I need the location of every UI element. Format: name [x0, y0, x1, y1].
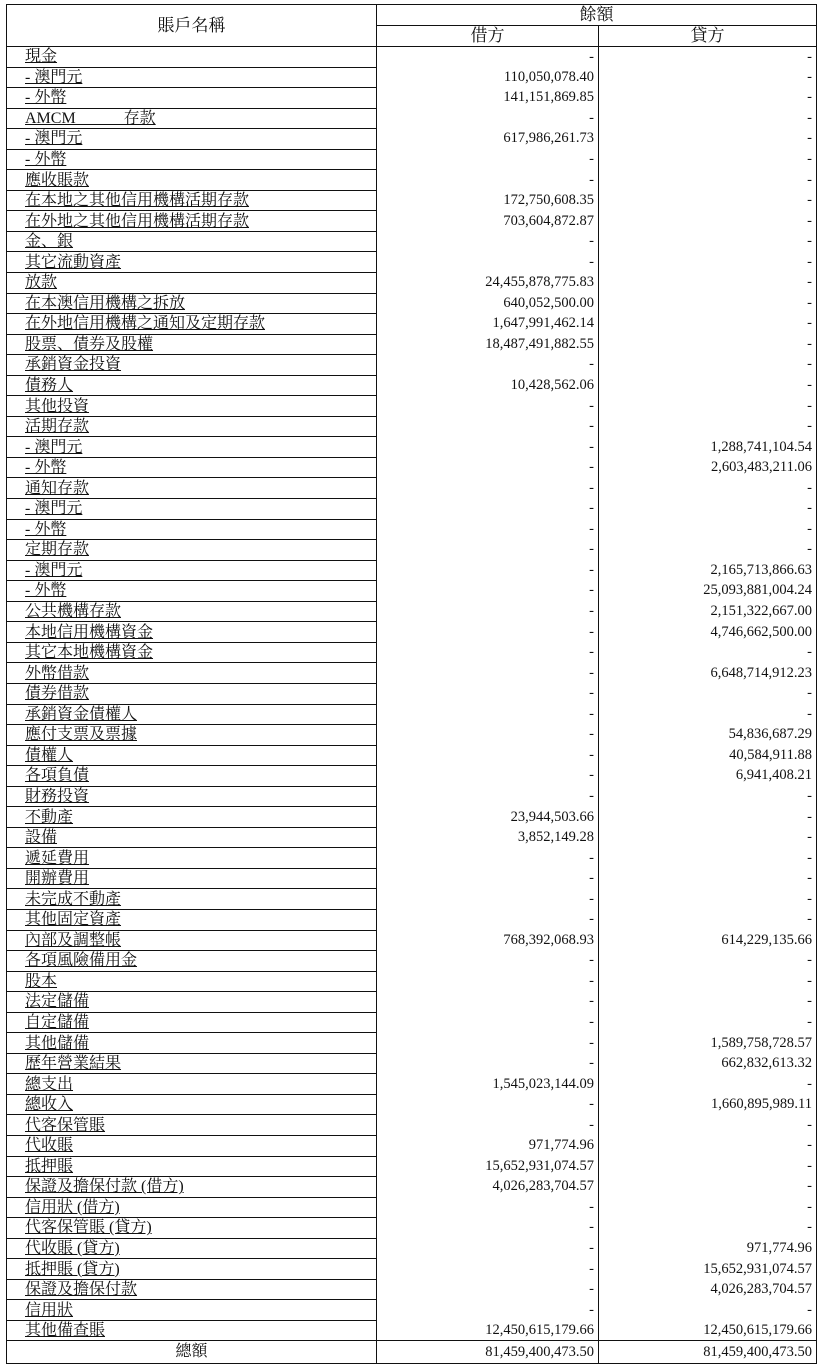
credit-cell: - [599, 396, 817, 417]
account-name-cell: 公共機構存款 [7, 601, 377, 622]
table-header [7, 5, 817, 47]
account-name-cell: - 外幣 [7, 149, 377, 170]
table-row [7, 683, 817, 704]
table-row [7, 314, 817, 335]
debit-cell: - [377, 1012, 599, 1033]
credit-cell: 1,288,741,104.54 [599, 437, 817, 458]
credit-cell: - [599, 992, 817, 1013]
account-name-cell: 現金 [7, 47, 377, 68]
account-name-cell: - 澳門元 [7, 499, 377, 520]
debit-cell: - [377, 704, 599, 725]
credit-cell: - [599, 1135, 817, 1156]
debit-cell: 10,428,562.06 [377, 375, 599, 396]
credit-cell: 6,648,714,912.23 [599, 663, 817, 684]
table-row [7, 725, 817, 746]
account-name-cell: 其他備查賬 [7, 1320, 377, 1341]
table-row [7, 519, 817, 540]
credit-cell: 40,584,911.88 [599, 745, 817, 766]
table-row [7, 889, 817, 910]
account-name-cell: 未完成不動產 [7, 889, 377, 910]
debit-cell: - [377, 971, 599, 992]
credit-cell: 2,603,483,211.06 [599, 457, 817, 478]
account-name-cell: 不動產 [7, 807, 377, 828]
credit-cell: - [599, 88, 817, 109]
account-name-cell: 內部及調整帳 [7, 930, 377, 951]
account-name-cell: 自定儲備 [7, 1012, 377, 1033]
credit-cell: - [599, 868, 817, 889]
table-row [7, 642, 817, 663]
account-name-cell: 總支出 [7, 1074, 377, 1095]
account-name-cell: 其他固定資產 [7, 909, 377, 930]
account-name-cell: 抵押賬 (貸方) [7, 1259, 377, 1280]
debit-cell: - [377, 47, 599, 68]
debit-header: 借方 [377, 26, 599, 47]
debit-cell: - [377, 231, 599, 252]
table-row [7, 478, 817, 499]
debit-cell: - [377, 992, 599, 1013]
debit-cell: - [377, 478, 599, 499]
debit-cell: 4,026,283,704.57 [377, 1177, 599, 1198]
account-name-cell: 信用狀 [7, 1300, 377, 1321]
account-name-cell: 承銷資金投資 [7, 355, 377, 376]
debit-cell: - [377, 1279, 599, 1300]
credit-cell: - [599, 519, 817, 540]
debit-cell: 971,774.96 [377, 1135, 599, 1156]
table-row [7, 1238, 817, 1259]
table-row [7, 1074, 817, 1095]
debit-cell: - [377, 786, 599, 807]
credit-cell: - [599, 67, 817, 88]
debit-cell: 110,050,078.40 [377, 67, 599, 88]
debit-cell: - [377, 766, 599, 787]
credit-cell: - [599, 190, 817, 211]
debit-cell: - [377, 622, 599, 643]
table-row [7, 1218, 817, 1239]
account-name-cell: 抵押賬 [7, 1156, 377, 1177]
account-name-cell: 放款 [7, 273, 377, 294]
table-row [7, 231, 817, 252]
credit-cell: 4,026,283,704.57 [599, 1279, 817, 1300]
total-row [7, 1341, 817, 1364]
credit-cell: 6,941,408.21 [599, 766, 817, 787]
credit-cell: 25,093,881,004.24 [599, 581, 817, 602]
credit-cell: 2,151,322,667.00 [599, 601, 817, 622]
table-row [7, 1033, 817, 1054]
table-row [7, 375, 817, 396]
table-row [7, 540, 817, 561]
account-name-cell: 其它本地機構資金 [7, 642, 377, 663]
table-row [7, 1197, 817, 1218]
account-name-cell: 本地信用機構資金 [7, 622, 377, 643]
account-name-cell: 信用狀 (借方) [7, 1197, 377, 1218]
account-name-cell: 通知存款 [7, 478, 377, 499]
credit-cell: - [599, 273, 817, 294]
credit-cell: - [599, 951, 817, 972]
balance-header: 餘額 [377, 5, 817, 26]
table-row [7, 273, 817, 294]
debit-cell: 1,647,991,462.14 [377, 314, 599, 335]
table-row [7, 457, 817, 478]
credit-cell: - [599, 149, 817, 170]
table-row [7, 930, 817, 951]
credit-cell: - [599, 1156, 817, 1177]
account-name-cell: 法定儲備 [7, 992, 377, 1013]
debit-cell: - [377, 909, 599, 930]
debit-cell: - [377, 868, 599, 889]
debit-cell: 172,750,608.35 [377, 190, 599, 211]
account-name-cell: 其它流動資產 [7, 252, 377, 273]
debit-cell: 640,052,500.00 [377, 293, 599, 314]
account-name-cell: 外幣借款 [7, 663, 377, 684]
debit-cell: 768,392,068.93 [377, 930, 599, 951]
table-row [7, 848, 817, 869]
credit-cell: - [599, 211, 817, 232]
table-row [7, 1115, 817, 1136]
account-name-cell: 代收賬 [7, 1135, 377, 1156]
credit-cell: - [599, 293, 817, 314]
debit-cell: - [377, 396, 599, 417]
debit-cell: 3,852,149.28 [377, 827, 599, 848]
table-row [7, 992, 817, 1013]
credit-header: 貸方 [599, 26, 817, 47]
credit-cell: - [599, 231, 817, 252]
account-name-cell: 設備 [7, 827, 377, 848]
table-row [7, 1279, 817, 1300]
credit-cell: - [599, 1197, 817, 1218]
account-name-cell: 應收賬款 [7, 170, 377, 191]
debit-cell: - [377, 416, 599, 437]
account-name-cell: - 外幣 [7, 457, 377, 478]
debit-cell: - [377, 170, 599, 191]
table-row [7, 807, 817, 828]
table-row [7, 786, 817, 807]
table-row [7, 416, 817, 437]
account-name-cell: 債務人 [7, 375, 377, 396]
debit-cell: - [377, 355, 599, 376]
table-row [7, 437, 817, 458]
credit-cell: - [599, 786, 817, 807]
debit-cell: - [377, 252, 599, 273]
debit-cell: - [377, 108, 599, 129]
account-name-cell: 代收賬 (貸方) [7, 1238, 377, 1259]
account-name-cell: 在外地信用機構之通知及定期存款 [7, 314, 377, 335]
credit-cell: - [599, 889, 817, 910]
table-row [7, 1300, 817, 1321]
table-row [7, 766, 817, 787]
credit-cell: - [599, 909, 817, 930]
debit-cell: - [377, 1300, 599, 1321]
account-name-cell: - 外幣 [7, 519, 377, 540]
account-name-cell: 應付支票及票據 [7, 725, 377, 746]
table-row [7, 355, 817, 376]
debit-cell: - [377, 1053, 599, 1074]
credit-cell: - [599, 375, 817, 396]
table-row [7, 581, 817, 602]
credit-cell: - [599, 478, 817, 499]
debit-cell: 15,652,931,074.57 [377, 1156, 599, 1177]
table-row [7, 396, 817, 417]
account-name-cell: 開辦費用 [7, 868, 377, 889]
credit-cell: - [599, 1012, 817, 1033]
table-row [7, 827, 817, 848]
total-credit: 81,459,400,473.50 [599, 1341, 817, 1364]
credit-cell: - [599, 334, 817, 355]
credit-cell: - [599, 129, 817, 150]
credit-cell: - [599, 848, 817, 869]
credit-cell: - [599, 499, 817, 520]
table-row [7, 868, 817, 889]
account-name-cell: 在本澳信用機構之拆放 [7, 293, 377, 314]
debit-cell: - [377, 581, 599, 602]
credit-cell: 1,589,758,728.57 [599, 1033, 817, 1054]
debit-cell: - [377, 1094, 599, 1115]
debit-cell: 23,944,503.66 [377, 807, 599, 828]
table-row [7, 108, 817, 129]
credit-cell: - [599, 416, 817, 437]
account-name-cell: 股票、債券及股權 [7, 334, 377, 355]
account-name-cell: 遞延費用 [7, 848, 377, 869]
credit-cell: 971,774.96 [599, 1238, 817, 1259]
account-name-cell: - 澳門元 [7, 560, 377, 581]
debit-cell: - [377, 560, 599, 581]
account-name-cell: - 澳門元 [7, 67, 377, 88]
balance-table [6, 4, 817, 1364]
debit-cell: - [377, 889, 599, 910]
debit-cell: 24,455,878,775.83 [377, 273, 599, 294]
table-row [7, 88, 817, 109]
credit-cell: - [599, 971, 817, 992]
trial-balance-sheet [6, 4, 816, 1364]
credit-cell: - [599, 807, 817, 828]
table-row [7, 1156, 817, 1177]
table-row [7, 67, 817, 88]
table-row [7, 1177, 817, 1198]
account-name-cell: - 外幣 [7, 88, 377, 109]
account-name-cell: 總收入 [7, 1094, 377, 1115]
table-row [7, 149, 817, 170]
credit-cell: - [599, 252, 817, 273]
account-name-cell: 債權人 [7, 745, 377, 766]
account-name-cell: 金、銀 [7, 231, 377, 252]
account-name-cell: 在外地之其他信用機構活期存款 [7, 211, 377, 232]
account-name-cell: - 澳門元 [7, 129, 377, 150]
credit-cell: 2,165,713,866.63 [599, 560, 817, 581]
debit-cell: - [377, 540, 599, 561]
table-row [7, 190, 817, 211]
credit-cell: 15,652,931,074.57 [599, 1259, 817, 1280]
credit-cell: - [599, 704, 817, 725]
account-name-cell: 各項負債 [7, 766, 377, 787]
table-row [7, 129, 817, 150]
credit-cell: - [599, 108, 817, 129]
debit-cell: - [377, 601, 599, 622]
credit-cell: 662,832,613.32 [599, 1053, 817, 1074]
debit-cell: 141,151,869.85 [377, 88, 599, 109]
table-row [7, 334, 817, 355]
account-name-cell: 保證及擔保付款 [7, 1279, 377, 1300]
table-row [7, 499, 817, 520]
table-row [7, 1135, 817, 1156]
table-row [7, 252, 817, 273]
table-row [7, 622, 817, 643]
credit-cell: - [599, 642, 817, 663]
account-name-cell: 承銷資金債權人 [7, 704, 377, 725]
account-name-cell: 代客保管賬 [7, 1115, 377, 1136]
debit-cell: - [377, 683, 599, 704]
table-row [7, 1259, 817, 1280]
debit-cell: - [377, 745, 599, 766]
table-body [7, 47, 817, 1341]
debit-cell: 703,604,872.87 [377, 211, 599, 232]
credit-cell: - [599, 540, 817, 561]
account-name-cell: 活期存款 [7, 416, 377, 437]
table-row [7, 909, 817, 930]
account-name-cell: 財務投資 [7, 786, 377, 807]
account-name-cell: 代客保管賬 (貸方) [7, 1218, 377, 1239]
credit-cell: - [599, 1177, 817, 1198]
credit-cell: - [599, 683, 817, 704]
table-row [7, 663, 817, 684]
debit-cell: - [377, 457, 599, 478]
debit-cell: - [377, 951, 599, 972]
debit-cell: - [377, 519, 599, 540]
credit-cell: 4,746,662,500.00 [599, 622, 817, 643]
debit-cell: - [377, 1218, 599, 1239]
table-row [7, 745, 817, 766]
account-name-cell: 債券借款 [7, 683, 377, 704]
credit-cell: - [599, 1115, 817, 1136]
account-name-cell: 其他儲備 [7, 1033, 377, 1054]
account-name-header: 賬戶名稱 [7, 5, 377, 47]
credit-cell: 1,660,895,989.11 [599, 1094, 817, 1115]
credit-cell: - [599, 170, 817, 191]
debit-cell: - [377, 149, 599, 170]
debit-cell: - [377, 725, 599, 746]
total-label: 總額 [7, 1341, 377, 1364]
table-row [7, 951, 817, 972]
credit-cell: 614,229,135.66 [599, 930, 817, 951]
table-row [7, 1012, 817, 1033]
account-name-cell: - 澳門元 [7, 437, 377, 458]
table-row [7, 1320, 817, 1341]
credit-cell: - [599, 47, 817, 68]
debit-cell: 18,487,491,882.55 [377, 334, 599, 355]
table-row [7, 47, 817, 68]
table-row [7, 704, 817, 725]
total-debit: 81,459,400,473.50 [377, 1341, 599, 1364]
debit-cell: - [377, 1238, 599, 1259]
table-row [7, 170, 817, 191]
table-row [7, 293, 817, 314]
table-row [7, 1053, 817, 1074]
credit-cell: - [599, 1218, 817, 1239]
account-name-cell: 在本地之其他信用機構活期存款 [7, 190, 377, 211]
debit-cell: 12,450,615,179.66 [377, 1320, 599, 1341]
account-name-cell: 保證及擔保付款 (借方) [7, 1177, 377, 1198]
account-name-cell: 其他投資 [7, 396, 377, 417]
debit-cell: - [377, 1115, 599, 1136]
table-row [7, 560, 817, 581]
debit-cell: - [377, 1197, 599, 1218]
debit-cell: - [377, 1259, 599, 1280]
account-name-cell: 股本 [7, 971, 377, 992]
debit-cell: - [377, 663, 599, 684]
credit-cell: 12,450,615,179.66 [599, 1320, 817, 1341]
credit-cell: - [599, 1074, 817, 1095]
table-row [7, 601, 817, 622]
table-row [7, 971, 817, 992]
account-name-cell: 各項風險備用金 [7, 951, 377, 972]
debit-cell: 617,986,261.73 [377, 129, 599, 150]
debit-cell: - [377, 642, 599, 663]
table-footer [7, 1341, 817, 1364]
account-name-cell: 定期存款 [7, 540, 377, 561]
account-name-cell: - 外幣 [7, 581, 377, 602]
table-row [7, 211, 817, 232]
account-name-cell: 歷年營業結果 [7, 1053, 377, 1074]
credit-cell: - [599, 1300, 817, 1321]
debit-cell: - [377, 499, 599, 520]
debit-cell: 1,545,023,144.09 [377, 1074, 599, 1095]
table-row [7, 1094, 817, 1115]
credit-cell: - [599, 827, 817, 848]
debit-cell: - [377, 437, 599, 458]
debit-cell: - [377, 1033, 599, 1054]
credit-cell: 54,836,687.29 [599, 725, 817, 746]
credit-cell: - [599, 355, 817, 376]
debit-cell: - [377, 848, 599, 869]
credit-cell: - [599, 314, 817, 335]
account-name-cell: AMCM 存款 [7, 108, 377, 129]
